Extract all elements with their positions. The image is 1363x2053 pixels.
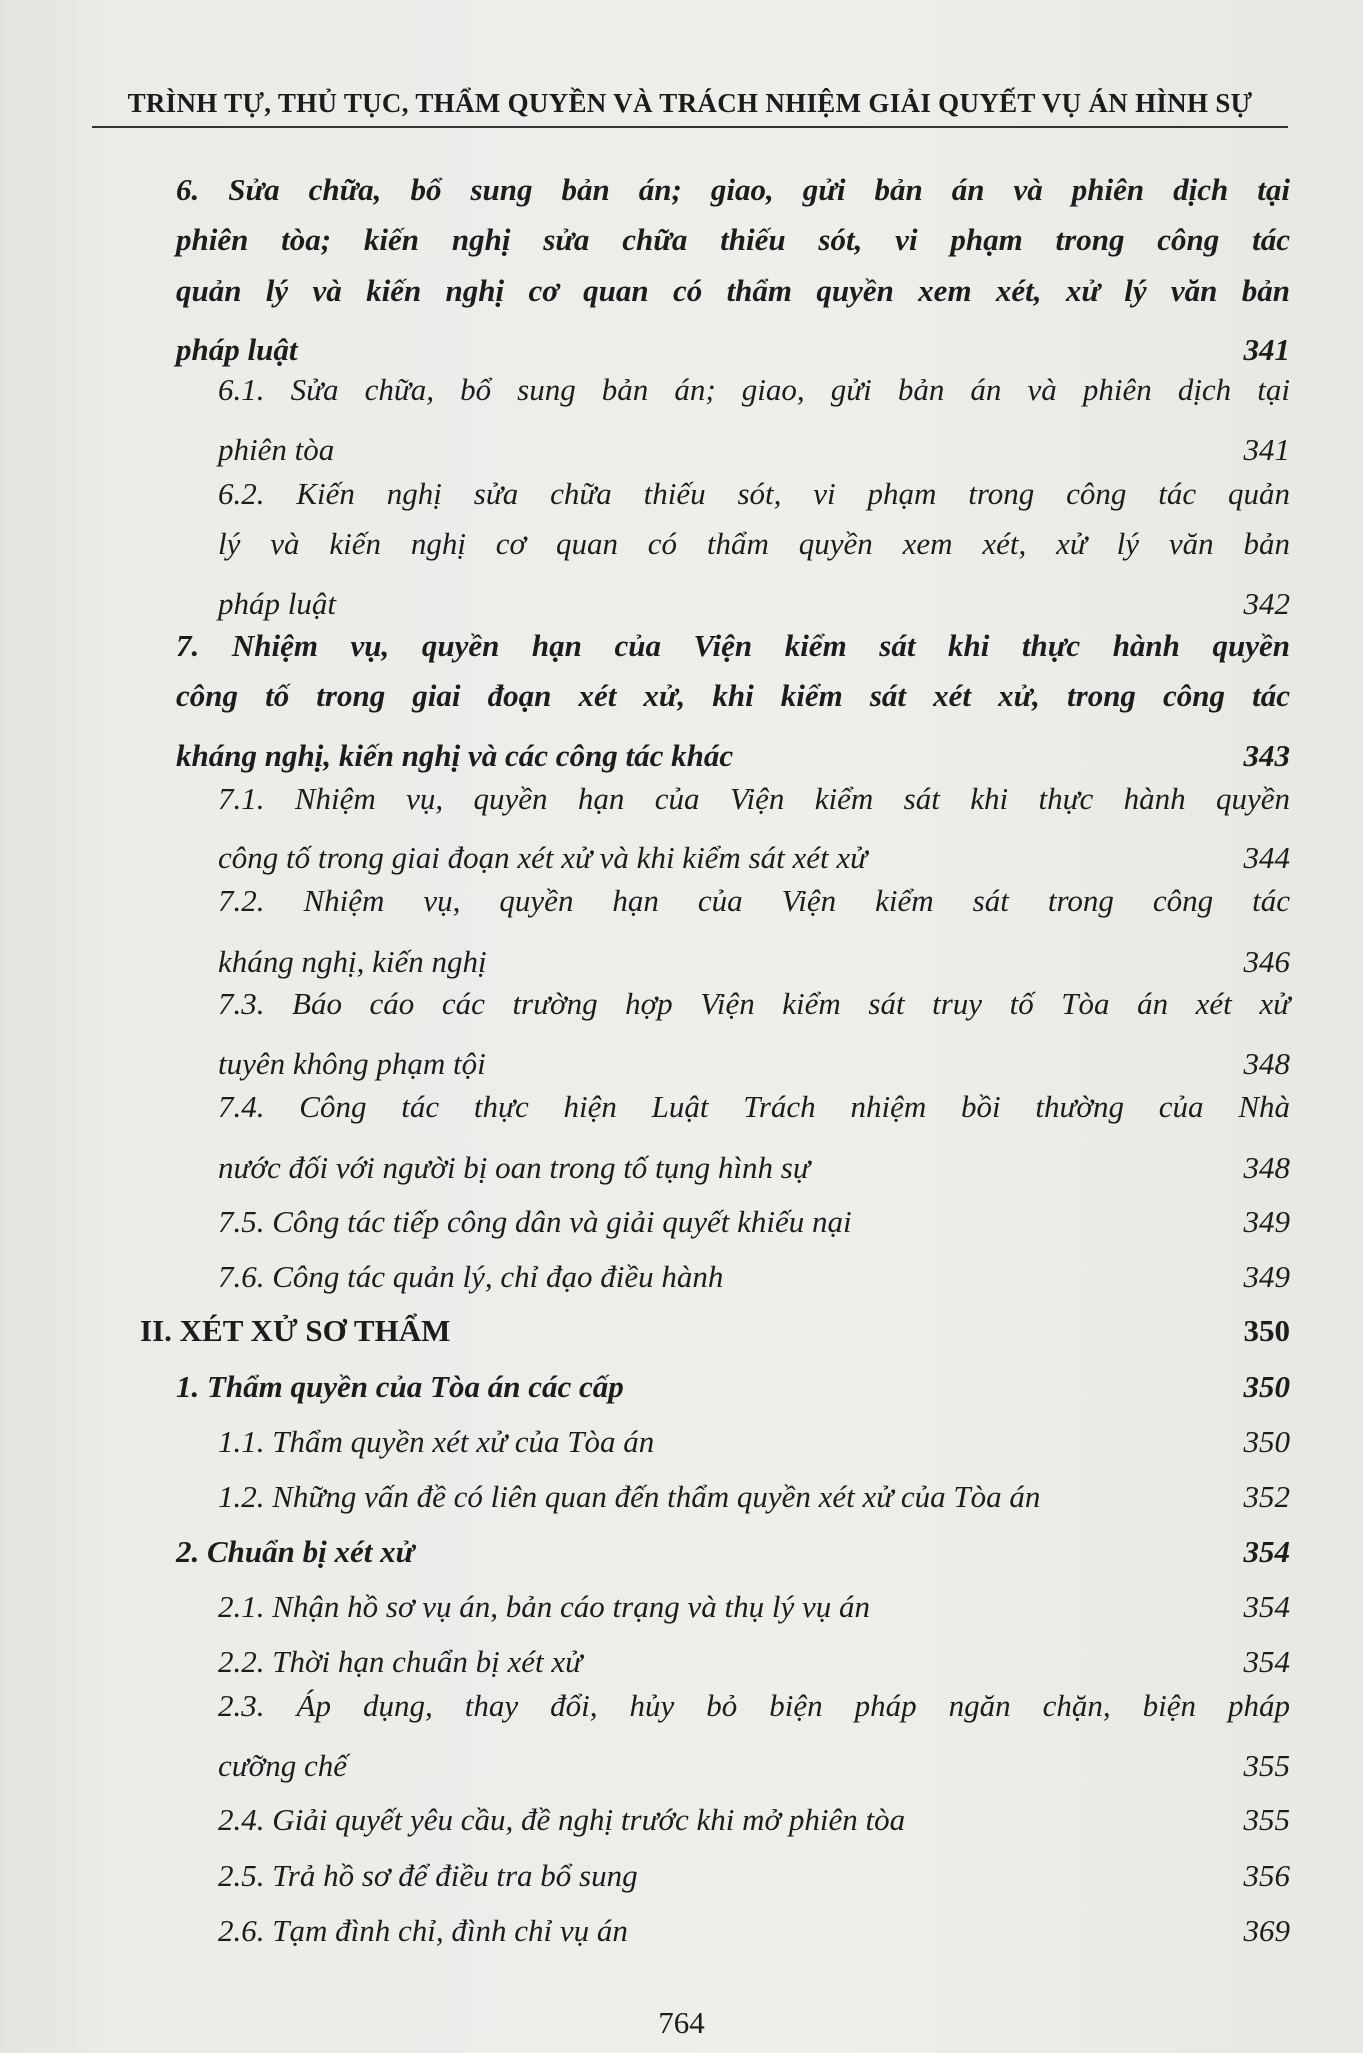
dot-leader xyxy=(491,932,1240,972)
dot-leader xyxy=(727,1247,1239,1287)
dot-leader xyxy=(874,1577,1240,1617)
toc-page-number: 352 xyxy=(1243,1479,1290,1514)
toc-entry-text: công tố trong giai đoạn xét xử, khi kiểm sát xét xử, trong công tác xyxy=(176,678,1290,713)
dot-leader xyxy=(632,1901,1240,1941)
toc-page-number: 348 xyxy=(1243,1046,1290,1081)
toc-entry-text: lý và kiến nghị cơ quan có thẩm quyền xem xét, xử lý văn bản xyxy=(218,526,1290,561)
dot-leader xyxy=(338,420,1239,460)
toc-entry-text: 7.5. Công tác tiếp công dân và giải quyết khiếu nại xyxy=(218,1204,852,1239)
toc-entry-text: quản lý và kiến nghị cơ quan có thẩm quyền xem xét, xử lý văn bản xyxy=(176,273,1290,308)
toc-entry-e72-line-2 xyxy=(218,932,1290,982)
toc-entry-f23-line-2 xyxy=(218,1736,1290,1786)
toc-entry-text: 7.2. Nhiệm vụ, quyền hạn của Viện kiểm sát trong công tác xyxy=(218,883,1290,918)
toc-entry-e62-line-3 xyxy=(218,574,1290,624)
dot-leader xyxy=(301,320,1239,360)
toc-entry-text: 6.2. Kiến nghị sửa chữa thiếu sót, vi phạm trong công tác quản xyxy=(218,476,1290,511)
toc-entry-e7-line-3 xyxy=(176,726,1290,776)
toc-entry-e73-line-1 xyxy=(218,984,1290,1024)
toc-page-number: 346 xyxy=(1243,944,1290,979)
toc-entry-f12-line-1 xyxy=(218,1467,1290,1517)
page-number: 764 xyxy=(658,2005,705,2040)
dot-leader xyxy=(814,1138,1240,1178)
toc-page-number: 349 xyxy=(1243,1259,1290,1294)
toc-entry-e71-line-2 xyxy=(218,828,1290,878)
dot-leader xyxy=(340,574,1240,614)
toc-entry-e73-line-2 xyxy=(218,1034,1290,1084)
dot-leader xyxy=(490,1034,1240,1074)
toc-entry-e62-line-2 xyxy=(218,524,1290,564)
toc-page-number: 369 xyxy=(1243,1913,1290,1948)
toc-entry-e62-line-1 xyxy=(218,474,1290,514)
toc-entry-f21-line-1 xyxy=(218,1577,1290,1627)
dot-leader xyxy=(658,1412,1239,1452)
toc-entry-text: 2.4. Giải quyết yêu cầu, đề nghị trước khi mở phiên tòa xyxy=(218,1802,906,1837)
running-header: TRÌNH TỰ, THỦ TỤC, THẨM QUYỀN VÀ TRÁCH NHIỆM GIẢI QUYẾT VỤ ÁN HÌNH SỰ xyxy=(127,88,1253,118)
toc-entry-text: 1.2. Những vấn đề có liên quan đến thẩm quyền xét xử của Tòa án xyxy=(218,1479,1041,1514)
toc-entry-text: 7.4. Công tác thực hiện Luật Trách nhiệm bồi thường của Nhà xyxy=(218,1089,1290,1124)
toc-page-number: 354 xyxy=(1243,1644,1290,1679)
toc-entry-e6-line-3 xyxy=(176,271,1290,311)
toc-entry-text: phiên tòa; kiến nghị sửa chữa thiếu sót, vi phạm trong công tác xyxy=(176,222,1290,257)
dot-leader xyxy=(871,828,1239,868)
toc-page-number: 350 xyxy=(1243,1424,1290,1459)
toc-entry-text: 2.5. Trả hồ sơ để điều tra bổ sung xyxy=(218,1858,638,1893)
toc-entry-e6-line-4 xyxy=(176,320,1290,370)
toc-entry-text: 2.3. Áp dụng, thay đổi, hủy bỏ biện pháp ngăn chặn, biện pháp xyxy=(218,1688,1290,1723)
dot-leader xyxy=(454,1301,1239,1341)
toc-entry-text: 6. Sửa chữa, bổ sung bản án; giao, gửi bản án và phiên dịch tại xyxy=(176,172,1290,207)
dot-leader xyxy=(418,1522,1239,1562)
dot-leader xyxy=(351,1736,1240,1776)
toc-entry-e7-line-2 xyxy=(176,676,1290,716)
dot-leader xyxy=(737,726,1239,766)
dot-leader xyxy=(586,1632,1239,1672)
toc-entry-text: 1.1. Thẩm quyền xét xử của Tòa án xyxy=(218,1424,655,1459)
toc-entry-text: tuyên không phạm tội xyxy=(218,1046,486,1081)
toc-entry-f1-line-1 xyxy=(176,1357,1290,1407)
toc-page-number: 344 xyxy=(1243,840,1290,875)
dot-leader xyxy=(628,1357,1240,1397)
toc-entry-text: kháng nghị, kiến nghị xyxy=(218,944,487,979)
toc-entry-text: II. XÉT XỬ SƠ THẨM xyxy=(140,1313,451,1348)
toc-entry-e72-line-1 xyxy=(218,881,1290,921)
toc-entry-f11-line-1 xyxy=(218,1412,1290,1462)
toc-entry-text: cưỡng chế xyxy=(218,1748,347,1783)
toc-entry-e6-line-1 xyxy=(176,170,1290,210)
toc-entry-eII-line-1 xyxy=(140,1301,1290,1351)
toc-entry-text: 7. Nhiệm vụ, quyền hạn của Viện kiểm sát khi thực hành quyền xyxy=(176,628,1290,663)
toc-page-number: 343 xyxy=(1243,738,1290,773)
toc-entry-f24-line-1 xyxy=(218,1790,1290,1840)
toc-entry-e61-line-1 xyxy=(218,370,1290,410)
toc-entry-f23-line-1 xyxy=(218,1686,1290,1726)
toc-page-number: 355 xyxy=(1243,1802,1290,1837)
toc-page-number: 348 xyxy=(1243,1150,1290,1185)
toc-entry-text: 1. Thẩm quyền của Tòa án các cấp xyxy=(176,1369,624,1404)
toc-page-number: 349 xyxy=(1243,1204,1290,1239)
toc-page-number: 354 xyxy=(1243,1589,1290,1624)
toc-page-number: 356 xyxy=(1243,1858,1290,1893)
toc-page-number: 341 xyxy=(1243,332,1290,367)
toc-entry-f22-line-1 xyxy=(218,1632,1290,1682)
toc-entry-text: 7.3. Báo cáo các trường hợp Viện kiểm sát truy tố Tòa án xét xử xyxy=(218,986,1290,1021)
toc-entry-text: nước đối với người bị oan trong tố tụng hình sự xyxy=(218,1150,810,1185)
toc-entry-e7-line-1 xyxy=(176,626,1290,666)
toc-entry-e74-line-2 xyxy=(218,1138,1290,1188)
toc-entry-text: 2. Chuẩn bị xét xử xyxy=(176,1534,415,1569)
toc-entry-text: 2.1. Nhận hồ sơ vụ án, bản cáo trạng và thụ lý vụ án xyxy=(218,1589,870,1624)
toc-entry-e75-line-1 xyxy=(218,1192,1290,1242)
toc-entry-e76-line-1 xyxy=(218,1247,1290,1297)
toc-entry-text: pháp luật xyxy=(218,586,336,621)
dot-leader xyxy=(1044,1467,1239,1507)
toc-entry-e74-line-1 xyxy=(218,1087,1290,1127)
toc-entry-f2-line-1 xyxy=(176,1522,1290,1572)
dot-leader xyxy=(909,1790,1239,1830)
toc-page-number: 341 xyxy=(1243,432,1290,467)
toc-entry-text: 7.6. Công tác quản lý, chỉ đạo điều hành xyxy=(218,1259,724,1294)
toc-entry-f25-line-1 xyxy=(218,1846,1290,1896)
dot-leader xyxy=(642,1846,1240,1886)
toc-entry-text: 6.1. Sửa chữa, bổ sung bản án; giao, gửi bản án và phiên dịch tại xyxy=(218,372,1290,407)
toc-entry-text: 2.2. Thời hạn chuẩn bị xét xử xyxy=(218,1644,583,1679)
toc-page-number: 342 xyxy=(1243,586,1290,621)
toc-entry-text: công tố trong giai đoạn xét xử và khi kiểm sát xét xử xyxy=(218,840,868,875)
dot-leader xyxy=(856,1192,1240,1232)
toc-entry-e61-line-2 xyxy=(218,420,1290,470)
toc-page-number: 350 xyxy=(1243,1313,1290,1348)
toc-entry-f26-line-1 xyxy=(218,1901,1290,1951)
toc-entry-e71-line-1 xyxy=(218,779,1290,819)
toc-entry-text: phiên tòa xyxy=(218,432,335,467)
toc-entry-text: pháp luật xyxy=(176,332,298,367)
toc-page-number: 354 xyxy=(1243,1534,1290,1569)
toc-entry-text: 2.6. Tạm đình chỉ, đình chỉ vụ án xyxy=(218,1913,628,1948)
toc-page-number: 355 xyxy=(1243,1748,1290,1783)
toc-entry-e6-line-2 xyxy=(176,220,1290,260)
toc-page-number: 350 xyxy=(1243,1369,1290,1404)
toc-entry-text: kháng nghị, kiến nghị và các công tác khác xyxy=(176,738,734,773)
toc-entry-text: 7.1. Nhiệm vụ, quyền hạn của Viện kiểm sát khi thực hành quyền xyxy=(218,781,1290,816)
